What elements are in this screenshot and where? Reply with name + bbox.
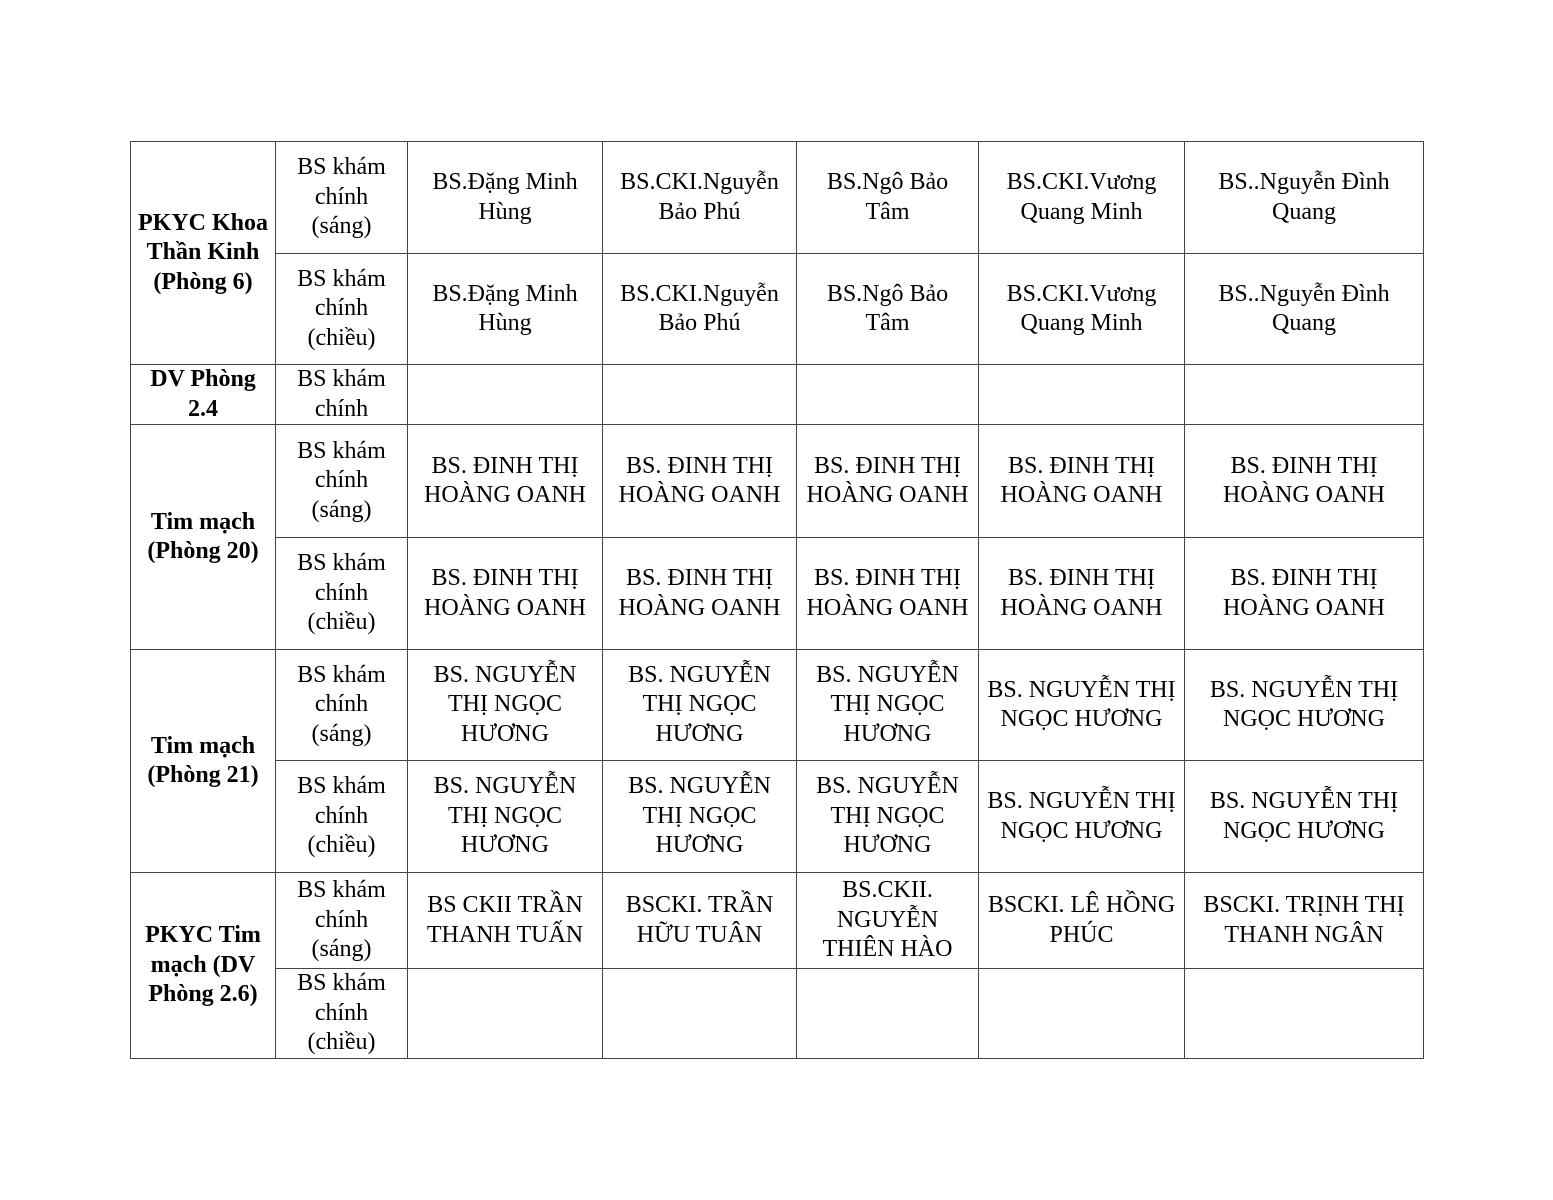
- doctor-cell: BS. NGUYỄN THỊ NGỌC HƯƠNG: [797, 650, 979, 761]
- doctor-cell: BS. NGUYỄN THỊ NGỌC HƯƠNG: [979, 650, 1185, 761]
- table-row: [131, 761, 1424, 873]
- doctor-cell: [603, 365, 797, 425]
- role-cell: BS khám chính (sáng): [276, 425, 408, 538]
- doctor-cell: BS. ĐINH THỊ HOÀNG OANH: [979, 425, 1185, 538]
- doctor-cell: BS. NGUYỄN THỊ NGỌC HƯƠNG: [797, 761, 979, 873]
- table-row: [131, 650, 1424, 761]
- doctor-cell: BS. NGUYỄN THỊ NGỌC HƯƠNG: [979, 761, 1185, 873]
- doctor-cell: BS. ĐINH THỊ HOÀNG OANH: [797, 425, 979, 538]
- doctor-schedule-table: [130, 141, 1424, 1059]
- doctor-cell: [1185, 365, 1424, 425]
- doctor-cell: BSCKI. TRẦN HỮU TUÂN: [603, 873, 797, 969]
- table-row: [131, 425, 1424, 538]
- department-cell: PKYC Khoa Thần Kinh (Phòng 6): [131, 142, 276, 365]
- role-cell: BS khám chính (sáng): [276, 142, 408, 254]
- department-cell: PKYC Tim mạch (DV Phòng 2.6): [131, 873, 276, 1059]
- doctor-cell: BS. NGUYỄN THỊ NGỌC HƯƠNG: [408, 650, 603, 761]
- doctor-cell: [408, 365, 603, 425]
- doctor-cell: BS. NGUYỄN THỊ NGỌC HƯƠNG: [603, 761, 797, 873]
- doctor-cell: BS. NGUYỄN THỊ NGỌC HƯƠNG: [408, 761, 603, 873]
- doctor-cell: BS. ĐINH THỊ HOÀNG OANH: [408, 425, 603, 538]
- doctor-cell: BS.Ngô Bảo Tâm: [797, 254, 979, 365]
- doctor-cell: [797, 365, 979, 425]
- doctor-cell: BSCKI. TRỊNH THỊ THANH NGÂN: [1185, 873, 1424, 969]
- doctor-cell: BS.CKI.Nguyễn Bảo Phú: [603, 142, 797, 254]
- department-cell: Tim mạch (Phòng 21): [131, 650, 276, 873]
- table-row: [131, 365, 1424, 425]
- doctor-cell: [1185, 969, 1424, 1059]
- doctor-cell: BS CKII TRẦN THANH TUẤN: [408, 873, 603, 969]
- table-row: [131, 969, 1424, 1059]
- role-cell: BS khám chính (chiều): [276, 969, 408, 1059]
- role-cell: BS khám chính (sáng): [276, 650, 408, 761]
- role-cell: BS khám chính (sáng): [276, 873, 408, 969]
- doctor-cell: [408, 969, 603, 1059]
- role-cell: BS khám chính: [276, 365, 408, 425]
- doctor-cell: BS. ĐINH THỊ HOÀNG OANH: [1185, 425, 1424, 538]
- doctor-cell: BS. NGUYỄN THỊ NGỌC HƯƠNG: [1185, 650, 1424, 761]
- doctor-cell: BS. ĐINH THỊ HOÀNG OANH: [1185, 538, 1424, 650]
- doctor-cell: BS.CKI.Vương Quang Minh: [979, 142, 1185, 254]
- department-cell: Tim mạch (Phòng 20): [131, 425, 276, 650]
- doctor-cell: BS.CKI.Vương Quang Minh: [979, 254, 1185, 365]
- doctor-cell: BS. ĐINH THỊ HOÀNG OANH: [603, 425, 797, 538]
- table-row: [131, 142, 1424, 254]
- doctor-cell: BS.Ngô Bảo Tâm: [797, 142, 979, 254]
- doctor-cell: [979, 969, 1185, 1059]
- doctor-cell: BS.Đặng Minh Hùng: [408, 254, 603, 365]
- doctor-cell: [603, 969, 797, 1059]
- doctor-cell: BS. ĐINH THỊ HOÀNG OANH: [603, 538, 797, 650]
- role-cell: BS khám chính (chiều): [276, 761, 408, 873]
- department-cell: DV Phòng 2.4: [131, 365, 276, 425]
- doctor-cell: [797, 969, 979, 1059]
- doctor-cell: [979, 365, 1185, 425]
- doctor-cell: BSCKI. LÊ HỒNG PHÚC: [979, 873, 1185, 969]
- table-row: [131, 254, 1424, 365]
- doctor-cell: BS. ĐINH THỊ HOÀNG OANH: [408, 538, 603, 650]
- doctor-cell: BS..Nguyễn Đình Quang: [1185, 142, 1424, 254]
- table-row: [131, 538, 1424, 650]
- doctor-cell: BS.CKII. NGUYỄN THIÊN HÀO: [797, 873, 979, 969]
- table-row: [131, 873, 1424, 969]
- role-cell: BS khám chính (chiều): [276, 254, 408, 365]
- doctor-cell: BS. NGUYỄN THỊ NGỌC HƯƠNG: [603, 650, 797, 761]
- doctor-cell: BS. ĐINH THỊ HOÀNG OANH: [979, 538, 1185, 650]
- role-cell: BS khám chính (chiều): [276, 538, 408, 650]
- doctor-cell: BS. NGUYỄN THỊ NGỌC HƯƠNG: [1185, 761, 1424, 873]
- doctor-cell: BS..Nguyễn Đình Quang: [1185, 254, 1424, 365]
- doctor-cell: BS.CKI.Nguyễn Bảo Phú: [603, 254, 797, 365]
- doctor-cell: BS.Đặng Minh Hùng: [408, 142, 603, 254]
- doctor-cell: BS. ĐINH THỊ HOÀNG OANH: [797, 538, 979, 650]
